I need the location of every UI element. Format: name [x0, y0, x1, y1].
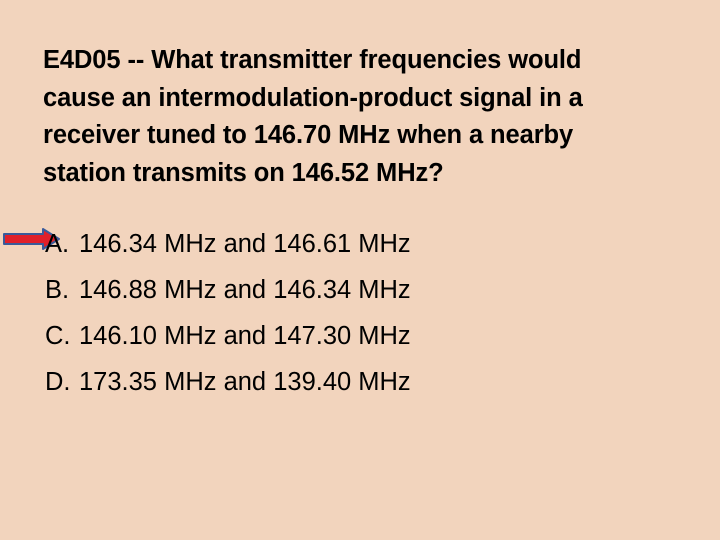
question-line-1: E4D05 -- What transmitter frequencies would	[43, 46, 582, 74]
answer-text: 146.10 MHz and 147.30 MHz	[79, 321, 411, 350]
answer-letter: B.	[45, 275, 70, 304]
answer-letter: C.	[45, 321, 71, 350]
answer-option-a	[45, 221, 645, 267]
answer-list	[45, 221, 645, 405]
answer-text: 173.35 MHz and 139.40 MHz	[79, 367, 411, 396]
answer-text: 146.88 MHz and 146.34 MHz	[79, 275, 411, 304]
answer-option-b	[45, 267, 645, 313]
question-line-3: receiver tuned to 146.70 MHz when a nearby	[43, 121, 574, 149]
question-text	[43, 42, 693, 192]
question-line-4: station transmits on 146.52 MHz?	[43, 158, 444, 187]
answer-letter: D.	[45, 367, 71, 396]
answer-letter: A.	[45, 229, 70, 258]
answer-option-c	[45, 313, 645, 359]
answer-option-d	[45, 359, 645, 405]
question-line-2: cause an intermodulation-product signal in a	[43, 83, 583, 112]
answer-text: 146.34 MHz and 146.61 MHz	[79, 229, 411, 258]
